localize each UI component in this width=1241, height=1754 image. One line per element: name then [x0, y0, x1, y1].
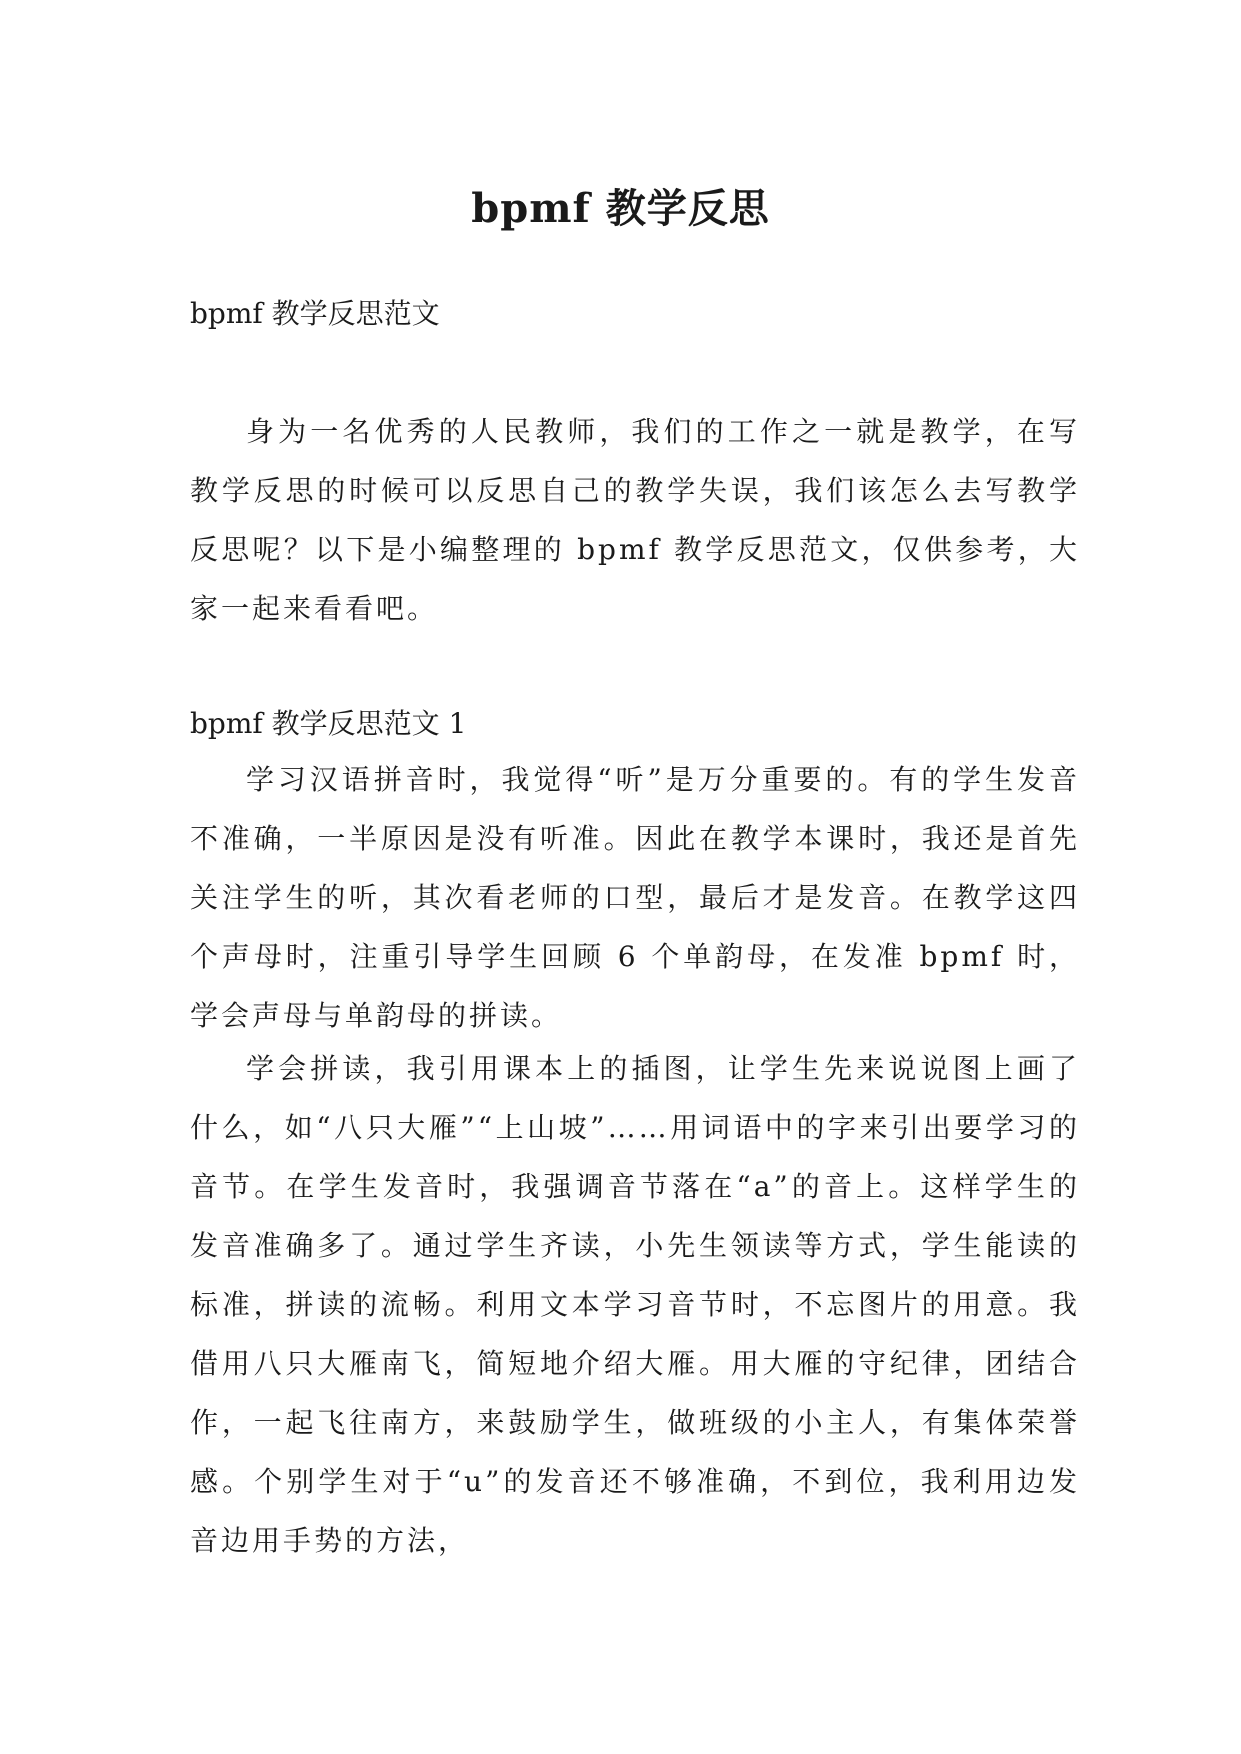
section-heading: bpmf 教学反思范文 1	[190, 707, 467, 740]
body-paragraph: 学习汉语拼音时，我觉得“听”是万分重要的。有的学生发音不准确，一半原因是没有听准。因此在教学本课时，我还是首先关注学生的听，其次看老师的口型，最后才是发音。在教学这四个声母时，注重引导学生回顾 6 个单韵母，在发准 bpmf 时，学会声母与单韵母的拼读。	[190, 763, 1080, 1032]
body-paragraph: 学会拼读，我引用课本上的插图，让学生先来说说图上画了什么，如“八只大雁”“上山坡”……用词语中的字来引出要学习的音节。在学生发音时，我强调音节落在“a”的音上。这样学生的发音准确多了。通过学生齐读，小先生领读等方式，学生能读的标准，拼读的流畅。利用文本学习音节时，不忘图片的用意。我借用八只大雁南飞，简短地介绍大雁。用大雁的守纪律，团结合作，一起飞往南方，来鼓励学生，做班级的小主人，有集体荣誉感。个别学生对于“u”的发音还不够准确，不到位，我利用边发音边用手势的方法，	[190, 1052, 1080, 1557]
document-subtitle: bpmf 教学反思范文	[190, 297, 440, 330]
document-title: bpmf 教学反思	[471, 184, 770, 232]
intro-paragraph: 身为一名优秀的人民教师，我们的工作之一就是教学，在写教学反思的时候可以反思自己的教学失误，我们该怎么去写教学反思呢？以下是小编整理的 bpmf 教学反思范文，仅供参考，大家一起来看看吧。	[190, 415, 1080, 625]
